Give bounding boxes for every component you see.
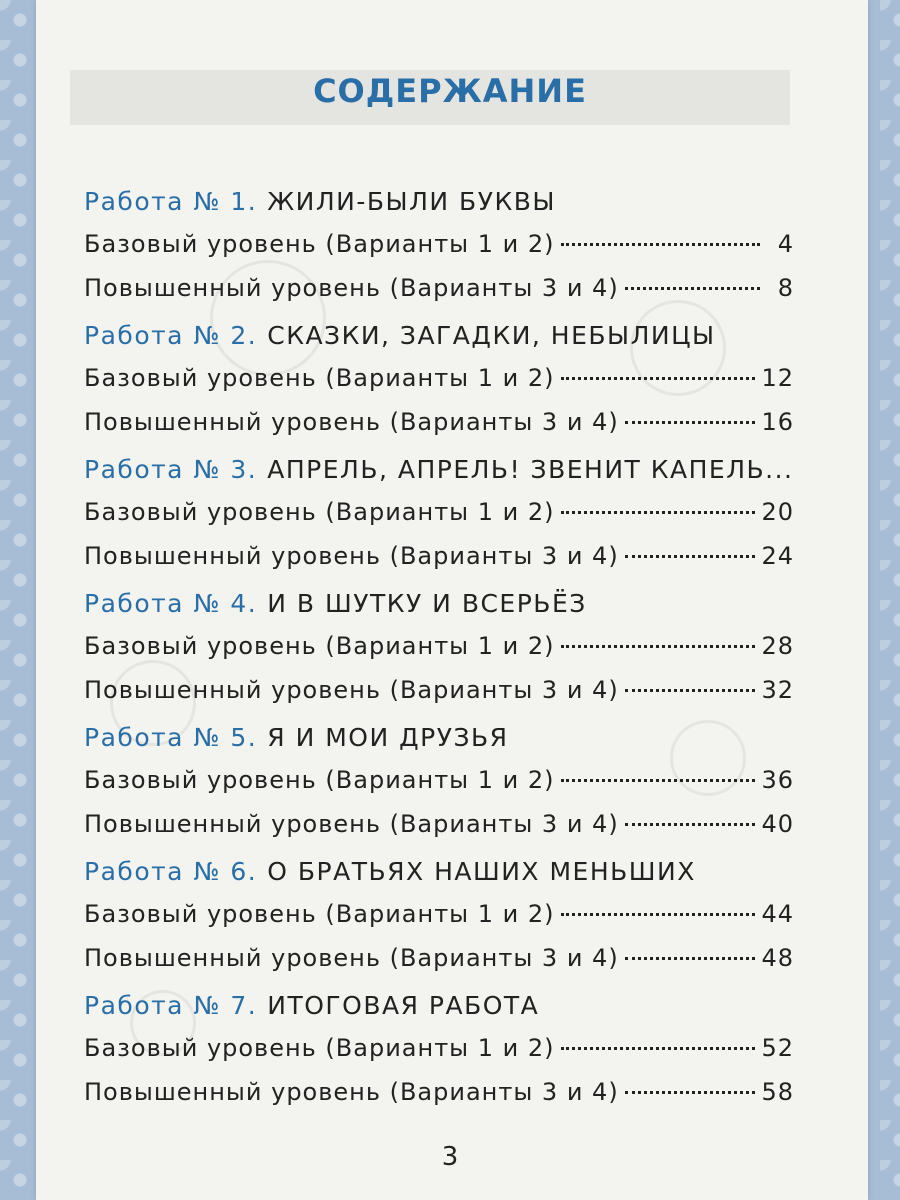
section-name: ЖИЛИ-БЫЛИ БУКВЫ <box>267 187 556 216</box>
page-title: СОДЕРЖАНИЕ <box>313 72 587 110</box>
toc-entry <box>84 892 794 936</box>
section-name: АПРЕЛЬ, АПРЕЛЬ! ЗВЕНИТ КАПЕЛЬ... <box>267 455 794 484</box>
toc-entry <box>84 758 794 802</box>
entry-label: Базовый уровень (Варианты 1 и 2) <box>84 900 555 928</box>
section-name: И В ШУТКУ И ВСЕРЬЁЗ <box>267 589 587 618</box>
entry-label: Базовый уровень (Варианты 1 и 2) <box>84 1034 555 1062</box>
entry-page-number: 48 <box>761 944 794 972</box>
section-heading <box>84 852 794 892</box>
toc-section <box>84 316 794 450</box>
toc-section <box>84 986 794 1120</box>
entry-page-number: 32 <box>761 676 794 704</box>
section-number: Работа № 2. <box>84 321 258 350</box>
entry-page-number: 24 <box>761 542 794 570</box>
dot-leader <box>625 1091 756 1094</box>
section-heading <box>84 450 794 490</box>
section-name: СКАЗКИ, ЗАГАДКИ, НЕБЫЛИЦЫ <box>267 321 716 350</box>
toc-section <box>84 852 794 986</box>
page-number: 3 <box>441 1142 459 1172</box>
dot-leader <box>625 823 756 826</box>
entry-label: Повышенный уровень (Варианты 3 и 4) <box>84 408 619 436</box>
toc-entry <box>84 624 794 668</box>
entry-page-number: 36 <box>761 766 794 794</box>
section-number: Работа № 4. <box>84 589 258 618</box>
dot-leader <box>625 287 760 290</box>
dot-leader <box>561 243 760 246</box>
dot-leader <box>561 1047 756 1050</box>
entry-label: Повышенный уровень (Варианты 3 и 4) <box>84 542 619 570</box>
section-heading <box>84 718 794 758</box>
dot-leader <box>561 645 756 648</box>
toc-entry <box>84 490 794 534</box>
entry-page-number: 40 <box>761 810 794 838</box>
entry-page-number: 58 <box>761 1078 794 1106</box>
toc-section <box>84 182 794 316</box>
entry-label: Базовый уровень (Варианты 1 и 2) <box>84 632 555 660</box>
entry-page-number: 20 <box>761 498 794 526</box>
entry-label: Базовый уровень (Варианты 1 и 2) <box>84 230 555 258</box>
entry-label: Повышенный уровень (Варианты 3 и 4) <box>84 274 619 302</box>
section-number: Работа № 5. <box>84 723 258 752</box>
entry-page-number: 4 <box>777 230 794 258</box>
entry-label: Повышенный уровень (Варианты 3 и 4) <box>84 1078 619 1106</box>
section-number: Работа № 7. <box>84 991 258 1020</box>
dot-leader <box>625 555 756 558</box>
toc-entry <box>84 1070 794 1114</box>
toc-section <box>84 450 794 584</box>
toc-entry <box>84 400 794 444</box>
dot-leader <box>561 913 756 916</box>
dot-leader <box>625 689 756 692</box>
entry-page-number: 28 <box>761 632 794 660</box>
toc-section <box>84 718 794 852</box>
toc-entry <box>84 222 794 266</box>
toc-entry <box>84 802 794 846</box>
toc-entry <box>84 936 794 980</box>
section-number: Работа № 1. <box>84 187 258 216</box>
section-name: О БРАТЬЯХ НАШИХ МЕНЬШИХ <box>267 857 696 886</box>
toc-entry <box>84 1026 794 1070</box>
section-heading <box>84 584 794 624</box>
entry-label: Повышенный уровень (Варианты 3 и 4) <box>84 810 619 838</box>
toc-section <box>84 584 794 718</box>
dot-leader <box>561 511 756 514</box>
entry-label: Повышенный уровень (Варианты 3 и 4) <box>84 944 619 972</box>
section-heading <box>84 316 794 356</box>
entry-page-number: 52 <box>761 1034 794 1062</box>
toc-entry <box>84 356 794 400</box>
entry-label: Базовый уровень (Варианты 1 и 2) <box>84 766 555 794</box>
entry-label: Базовый уровень (Варианты 1 и 2) <box>84 364 555 392</box>
section-name: ИТОГОВАЯ РАБОТА <box>267 991 540 1020</box>
section-heading <box>84 986 794 1026</box>
dot-leader <box>561 377 756 380</box>
section-number: Работа № 3. <box>84 455 258 484</box>
entry-label: Повышенный уровень (Варианты 3 и 4) <box>84 676 619 704</box>
entry-page-number: 8 <box>777 274 794 302</box>
toc-entry <box>84 266 794 310</box>
entry-label: Базовый уровень (Варианты 1 и 2) <box>84 498 555 526</box>
entry-page-number: 16 <box>761 408 794 436</box>
entry-page-number: 12 <box>761 364 794 392</box>
section-number: Работа № 6. <box>84 857 258 886</box>
dot-leader <box>625 421 756 424</box>
dot-leader <box>625 957 756 960</box>
toc-entry <box>84 534 794 578</box>
section-name: Я И МОИ ДРУЗЬЯ <box>267 723 509 752</box>
toc-entry <box>84 668 794 712</box>
dot-leader <box>561 779 756 782</box>
section-heading <box>84 182 794 222</box>
entry-page-number: 44 <box>761 900 794 928</box>
table-of-contents <box>84 182 794 1120</box>
